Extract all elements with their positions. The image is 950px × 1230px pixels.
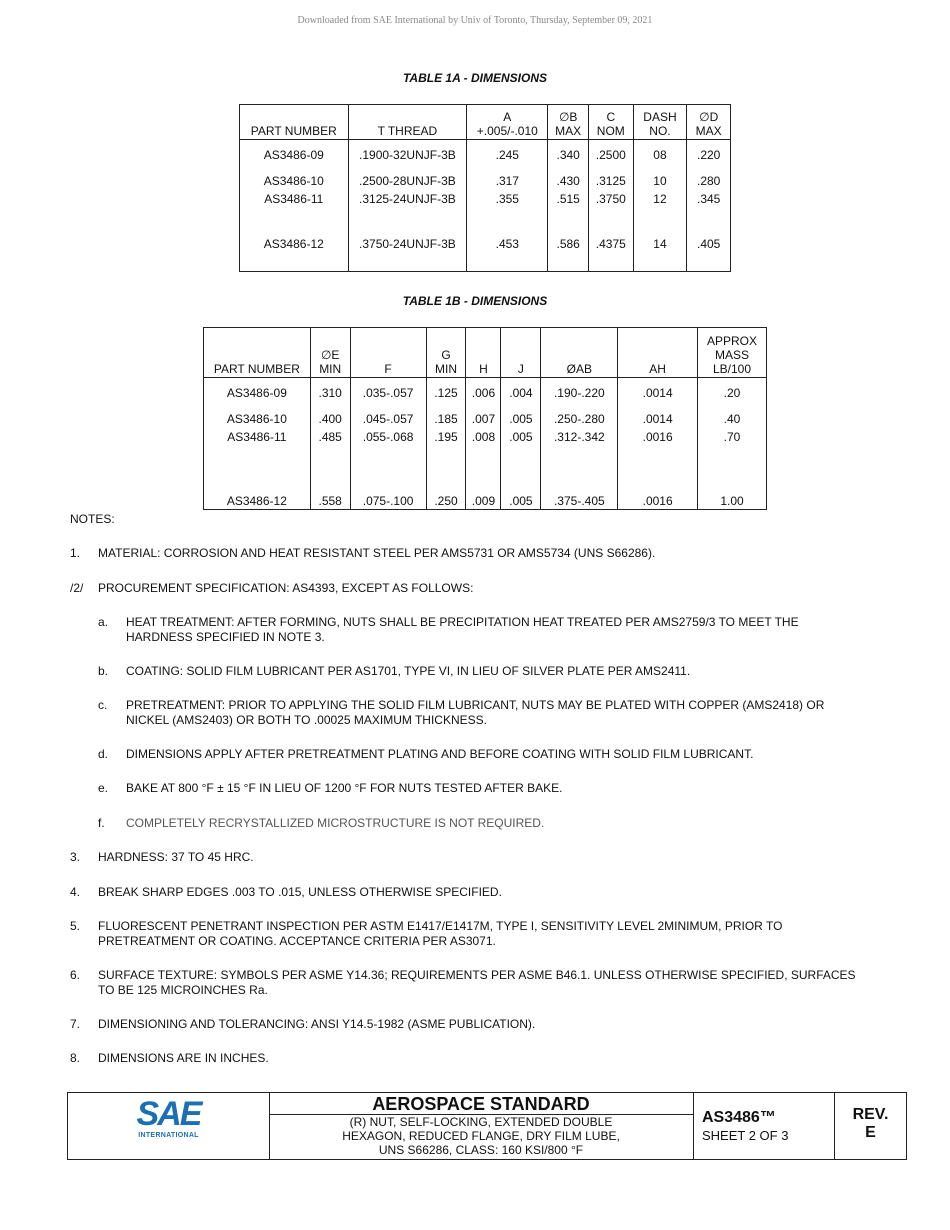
table-1b [203,327,767,510]
document-description [269,1115,693,1157]
table-cell: .250 [426,456,466,510]
col-a: A +.005/-.010 [467,105,548,140]
document-heading: AEROSPACE STANDARD [269,1093,693,1115]
sae-logo-icon: SAE [136,1095,201,1133]
table-cell: .20 [698,378,767,408]
note-number: b. [98,664,109,678]
table-row [240,170,731,192]
table-cell: .586 [548,218,589,272]
download-watermark: Downloaded from SAE International by Univ of Toronto, Thursday, September 09, 2021 [297,15,653,26]
note-number: 7. [70,1017,81,1031]
table-cell: .005 [501,456,541,510]
table-cell: .2500 [588,140,633,170]
table-cell: AS3486-11 [204,430,311,456]
table-row [240,192,731,218]
table-cell: .185 [426,408,466,430]
table-cell: .190-.220 [541,378,618,408]
note-text: SURFACE TEXTURE: SYMBOLS PER ASME Y14.36; REQUIREMENTS PER ASME B46.1. UNLESS OTHERWISE SPECIFIED, SURFACES TO BE 125 MICROINCHES Ra. [98,968,856,997]
col-ab: ØAB [541,328,618,378]
table-cell: .453 [467,218,548,272]
description-line: HEXAGON, REDUCED FLANGE, DRY FILM LUBE, [342,1129,620,1143]
table-cell: .3750-24UNJF-3B [348,218,467,272]
description-line: (R) NUT, SELF-LOCKING, EXTENDED DOUBLE [349,1115,613,1129]
table-cell: .008 [466,430,501,456]
description-cell [269,1093,694,1159]
table-cell: .3125 [588,170,633,192]
table-cell: AS3486-12 [240,218,349,272]
col-f: F [350,328,426,378]
table-row [204,408,767,430]
table-cell: AS3486-12 [204,456,311,510]
note-number: /2/ [70,581,84,595]
table-cell: .125 [426,378,466,408]
col-b: ∅B MAX [548,105,589,140]
col-j: J [501,328,541,378]
table-cell: .007 [466,408,501,430]
revision-label: REV. [852,1106,889,1123]
col-mass: APPROX MASS LB/100 [698,328,767,378]
note-text: DIMENSIONS ARE IN INCHES. [98,1051,269,1065]
note-number: a. [98,615,109,629]
table-cell: .250-.280 [541,408,618,430]
table-cell: AS3486-09 [204,378,311,408]
table-cell: .245 [467,140,548,170]
table-cell: .340 [548,140,589,170]
table-cell: 08 [633,140,687,170]
col-e: ∅E MIN [310,328,350,378]
document-number: AS3486™ [702,1109,776,1126]
table-cell: .009 [466,456,501,510]
table-cell: .005 [501,408,541,430]
table-cell: .310 [310,378,350,408]
logo-cell [68,1093,270,1159]
note-text: COMPLETELY RECRYSTALLIZED MICROSTRUCTURE IS NOT REQUIRED. [126,816,545,830]
note-text: BREAK SHARP EDGES .003 TO .015, UNLESS OTHERWISE SPECIFIED. [98,885,502,899]
col-part-number: PART NUMBER [204,328,311,378]
table-cell: .375-.405 [541,456,618,510]
note-text: DIMENSIONING AND TOLERANCING: ANSI Y14.5-1982 (ASME PUBLICATION). [98,1017,536,1031]
table-cell: .558 [310,456,350,510]
note-number: 4. [70,885,81,899]
table-cell: .0014 [618,378,698,408]
table-cell: .0016 [618,456,698,510]
table-1b-title: TABLE 1B - DIMENSIONS [402,294,548,308]
table-cell: 14 [633,218,687,272]
note-text: HEAT TREATMENT: AFTER FORMING, NUTS SHALL BE PRECIPITATION HEAT TREATED PER AMS2759/3 TO MEET THE HARDNESS SPECIFIED IN NOTE 3. [126,615,799,644]
table-row [240,218,731,272]
table-row [240,140,731,170]
col-h: H [466,328,501,378]
table-cell: .055-.068 [350,430,426,456]
col-t-thread: T THREAD [348,105,467,140]
sae-logo-subtitle: INTERNATIONAL [138,1132,199,1139]
table-cell: .2500-28UNJF-3B [348,170,467,192]
note-number: e. [98,781,109,795]
table-cell: .280 [687,170,731,192]
table-cell: .430 [548,170,589,192]
title-block [67,1092,907,1160]
note-number: f. [98,816,105,830]
revision-value: E [865,1124,876,1141]
table-cell: .195 [426,430,466,456]
col-c: C NOM [588,105,633,140]
note-text: PROCUREMENT SPECIFICATION: AS4393, EXCEPT AS FOLLOWS: [98,581,474,595]
col-part-number: PART NUMBER [240,105,349,140]
col-dash: DASH NO. [633,105,687,140]
note-text: MATERIAL: CORROSION AND HEAT RESISTANT STEEL PER AMS5731 OR AMS5734 (UNS S66286). [98,546,656,560]
revision-cell [835,1093,906,1159]
table-cell: AS3486-10 [204,408,311,430]
table-cell: 10 [633,170,687,192]
table-cell: .3125-24UNJF-3B [348,192,467,218]
table-cell: .40 [698,408,767,430]
col-ah: AH [618,328,698,378]
document-number-cell [694,1093,835,1159]
table-cell: .317 [467,170,548,192]
description-line: UNS S66286, CLASS: 160 KSI/800 °F [378,1143,584,1157]
note-text: COATING: SOLID FILM LUBRICANT PER AS1701, TYPE VI, IN LIEU OF SILVER PLATE PER AMS2411. [126,664,691,678]
table-1a [239,104,731,272]
note-text: HARDNESS: 37 TO 45 HRC. [98,850,254,864]
table-cell: .0014 [618,408,698,430]
note-text: PRETREATMENT: PRIOR TO APPLYING THE SOLID FILM LUBRICANT, NUTS MAY BE PLATED WITH COPPER (AMS2418) OR NICKEL (AMS2403) OR BOTH TO .00025 MAXIMUM THICKNESS. [126,698,825,727]
table-cell: 1.00 [698,456,767,510]
note-number: d. [98,747,109,761]
note-text: BAKE AT 800 °F ± 15 °F IN LIEU OF 1200 °F FOR NUTS TESTED AFTER BAKE. [126,781,563,795]
table-cell: AS3486-09 [240,140,349,170]
notes-heading: NOTES: [70,512,115,526]
table-cell: 12 [633,192,687,218]
note-number: 3. [70,850,81,864]
table-row [204,430,767,456]
table-cell: AS3486-11 [240,192,349,218]
table-cell: .220 [687,140,731,170]
table-cell: .004 [501,378,541,408]
table-row [204,456,767,510]
note-number: c. [98,698,108,712]
table-cell: .035-.057 [350,378,426,408]
table-cell: .1900-32UNJF-3B [348,140,467,170]
table-cell: .515 [548,192,589,218]
note-number: 1. [70,546,81,560]
table-cell: .075-.100 [350,456,426,510]
table-cell: .485 [310,430,350,456]
table-cell: .400 [310,408,350,430]
sheet-number: SHEET 2 OF 3 [702,1128,789,1143]
table-cell: .006 [466,378,501,408]
table-cell: .0016 [618,430,698,456]
col-d: ∅D MAX [687,105,731,140]
col-g: G MIN [426,328,466,378]
note-number: 6. [70,968,81,982]
table-cell: .70 [698,430,767,456]
table-cell: .405 [687,218,731,272]
table-cell: AS3486-10 [240,170,349,192]
table-cell: .345 [687,192,731,218]
table-cell: .045-.057 [350,408,426,430]
table-cell: .312-.342 [541,430,618,456]
table-row [204,378,767,408]
note-number: 5. [70,919,81,933]
note-number: 8. [70,1051,81,1065]
note-text: DIMENSIONS APPLY AFTER PRETREATMENT PLATING AND BEFORE COATING WITH SOLID FILM LUBRICANT. [126,747,754,761]
note-text: FLUORESCENT PENETRANT INSPECTION PER ASTM E1417/E1417M, TYPE I, SENSITIVITY LEVEL 2MINIMUM, PRIOR TO PRETREATMENT OR COATING. ACCEPTANCE CRITERIA PER AS3071. [98,919,783,948]
table-cell: .005 [501,430,541,456]
table-cell: .3750 [588,192,633,218]
table-cell: .4375 [588,218,633,272]
table-1a-title: TABLE 1A - DIMENSIONS [402,71,547,85]
table-cell: .355 [467,192,548,218]
